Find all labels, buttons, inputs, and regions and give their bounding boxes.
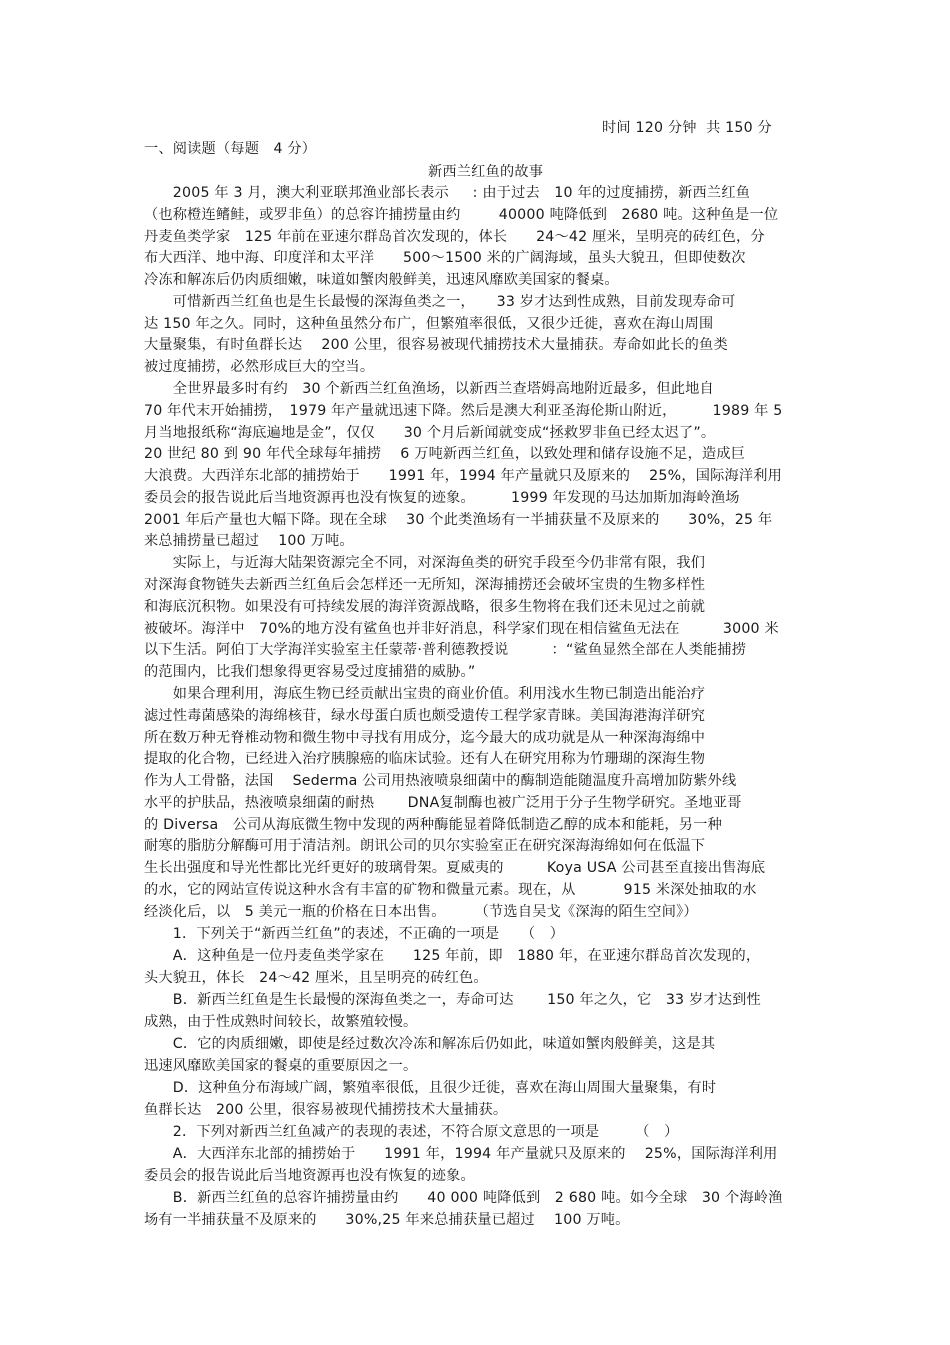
article-line: 冷冻和解冻后仍肉质细嫩，味道如蟹肉般鲜美，迅速风靡欧美国家的餐桌。 <box>144 272 619 288</box>
article-line: 实际上，与近海大陆架资源完全不同，对深海鱼类的研究手段至今仍非常有限，我们 <box>144 555 706 571</box>
article-line: 以下生活。阿伯丁大学海洋实验室主任蒙蒂·普利德教授说 ：“鲨鱼显然全部在人类能捕捞 <box>144 642 747 658</box>
article-line: 全世界最多时有约 30 个新西兰红鱼渔场，以新西兰查塔姆高地附近最多，但此地自 <box>144 381 714 397</box>
article-line: 布大西洋、地中海、印度洋和太平洋 500～1500 米的广阔海域，虽头大貌丑，但即使数次 <box>144 250 746 266</box>
article-line: 被过度捕捞，必然形成巨大的空当。 <box>144 359 375 375</box>
article-line: 耐寒的脂肪分解酶可用于清洁剂。朗讯公司的贝尔实验室正在研究深海海绵如何在低温下 <box>144 838 706 854</box>
question-line: 委员会的报告说此后当地资源再也没有恢复的迹象。 <box>144 1168 475 1184</box>
question-line: D．这种鱼分布海域广阔，繁殖率很低，且很少迁徙，喜欢在海山周围大量聚集，有时 <box>144 1080 717 1096</box>
question-line: C．它的肉质细嫩，即使是经过数次冷冻和解冻后仍如此，味道如蟹肉般鲜美，这是其 <box>144 1036 716 1052</box>
article-line: （也称橙连鳍鲑，或罗非鱼）的总容许捕捞量由约 40000 吨降低到 2680 吨。这种鱼是一位 <box>144 207 779 223</box>
article-line: 经淡化后，以 5 美元一瓶的价格在日本出售。 （节选自吴戈《深海的陌生空间》） <box>144 904 698 920</box>
question-line: 迅速风靡欧美国家的餐桌的重要原因之一。 <box>144 1058 418 1074</box>
article-line: 月当地报纸称“海底遍地是金”，仅仅 30 个月后新闻就变成“拯救罗非鱼已经太迟了”。 <box>144 425 716 441</box>
article-line: 70 年代末开始捕捞， 1979 年产量就迅速下降。然后是澳大利亚圣海伦斯山附近， 1989 年 5 <box>144 403 783 419</box>
article-line: 丹麦鱼类学家 125 年前在亚速尔群岛首次发现的，体长 24～42 厘米，呈明亮的砖红色，分 <box>144 229 765 245</box>
question-line: 2．下列对新西兰红鱼减产的表现的表述，不符合原文意思的一项是 （ ） <box>144 1124 679 1140</box>
question-line: 成熟，由于性成熟时间较长，故繁殖较慢。 <box>144 1014 418 1030</box>
article-line: 可惜新西兰红鱼也是生长最慢的深海鱼类之一， 33 岁才达到性成熟，目前发现寿命可 <box>144 294 736 310</box>
question-line: 鱼群长达 200 公里，很容易被现代捕捞技术大量捕获。 <box>144 1102 508 1118</box>
article-line: 所在数万种无脊椎动物和微生物中寻找有用成分，迄今最大的成功就是从一种深海海绵中 <box>144 730 706 746</box>
question-line: 场有一半捕获量不及原来的 30%,25 年来总捕获量已超过 100 万吨。 <box>144 1212 630 1228</box>
article-line: 达 150 年之久。同时，这种鱼虽然分布广，但繁殖率很低，又很少迁徙，喜欢在海山周围 <box>144 316 714 332</box>
article-line: 提取的化合物，已经进入治疗胰腺癌的临床试验。还有人在研究用称为竹珊瑚的深海生物 <box>144 751 706 767</box>
article-line: 滤过性毒菌感染的海绵核苷，绿水母蛋白质也颇受遗传工程学家青睐。美国海港海洋研究 <box>144 708 706 724</box>
article-line: 生长出强度和导光性都比光纤更好的玻璃骨架。夏威夷的 Koya USA 公司甚至直接出售海底 <box>144 860 766 876</box>
exam-time-info: 时间 120 分钟 共 150 分 <box>602 120 772 136</box>
article-line: 来总捕捞量已超过 100 万吨。 <box>144 533 354 549</box>
question-line: A．这种鱼是一位丹麦鱼类学家在 125 年前，即 1880 年，在亚速尔群岛首次发现的， <box>144 948 761 964</box>
article-line: 委员会的报告说此后当地资源再也没有恢复的迹象。 1999 年发现的马达加斯加海岭渔场 <box>144 490 740 506</box>
article-line: 作为人工骨骼，法国 Sederma 公司用热液喷泉细菌中的酶制造能随温度升高增加防紫外线 <box>144 773 737 789</box>
question-line: 1．下列关于“新西兰红鱼”的表述，不正确的一项是 （ ） <box>144 926 565 942</box>
article-line: 2005 年 3 月，澳大利亚联邦渔业部长表示 : 由于过去 10 年的过度捕捞，新西兰红鱼 <box>144 185 751 201</box>
article-line: 大量聚集，有时鱼群长达 200 公里，很容易被现代捕捞技术大量捕获。寿命如此长的鱼类 <box>144 337 728 353</box>
question-line: 头大貌丑，体长 24～42 厘米，且呈明亮的砖红色。 <box>144 970 488 986</box>
question-line: B．新西兰红鱼的总容许捕捞量由约 40 000 吨降低到 2 680 吨。如今全球 30 个海岭渔 <box>144 1190 783 1206</box>
question-line: A．大西洋东北部的捕捞始于 1991 年，1994 年产量就只及原来的 25%，国际海洋利用 <box>144 1146 778 1162</box>
article-line: 20 世纪 80 到 90 年代全球每年捕捞 6 万吨新西兰红鱼，以致处理和储存设施不足，造成巨 <box>144 446 746 462</box>
article-line: 被破坏。海洋中 70%的地方没有鲨鱼也并非好消息，科学家们现在相信鲨鱼无法在 3000 米 <box>144 621 779 637</box>
article-line: 的范围内，比我们想象得更容易受过度捕猎的威胁。” <box>144 664 476 680</box>
article-line: 2001 年后产量也大幅下降。现在全球 30 个此类渔场有一半捕获量不及原来的 30%，25 年 <box>144 512 773 528</box>
article-line: 和海底沉积物。如果没有可持续发展的海洋资源战略，很多生物将在我们还未见过之前就 <box>144 599 706 615</box>
question-line: B．新西兰红鱼是生长最慢的深海鱼类之一，寿命可达 150 年之久，它 33 岁才达到性 <box>144 992 761 1008</box>
article-title: 新西兰红鱼的故事 <box>428 164 544 180</box>
section-title: 一、阅读题（每题 4 分） <box>144 141 317 157</box>
article-line: 水平的护肤品，热液喷泉细菌的耐热 DNA复制酶也被广泛用于分子生物学研究。圣地亚哥 <box>144 795 742 811</box>
article-line: 的 Diversa 公司从海底微生物中发现的两种酶能显着降低制造乙醇的成本和能耗，另一种 <box>144 817 722 833</box>
article-line: 对深海食物链失去新西兰红鱼后会怎样还一无所知，深海捕捞还会破坏宝贵的生物多样性 <box>144 577 706 593</box>
article-line: 的水，它的网站宣传说这种水含有丰富的矿物和微量元素。现在，从 915 米深处抽取的水 <box>144 882 757 898</box>
article-line: 如果合理利用，海底生物已经贡献出宝贵的商业价值。利用浅水生物已制造出能治疗 <box>144 686 706 702</box>
article-line: 大浪费。大西洋东北部的捕捞始于 1991 年，1994 年产量就只及原来的 25%，国际海洋利用 <box>144 468 783 484</box>
